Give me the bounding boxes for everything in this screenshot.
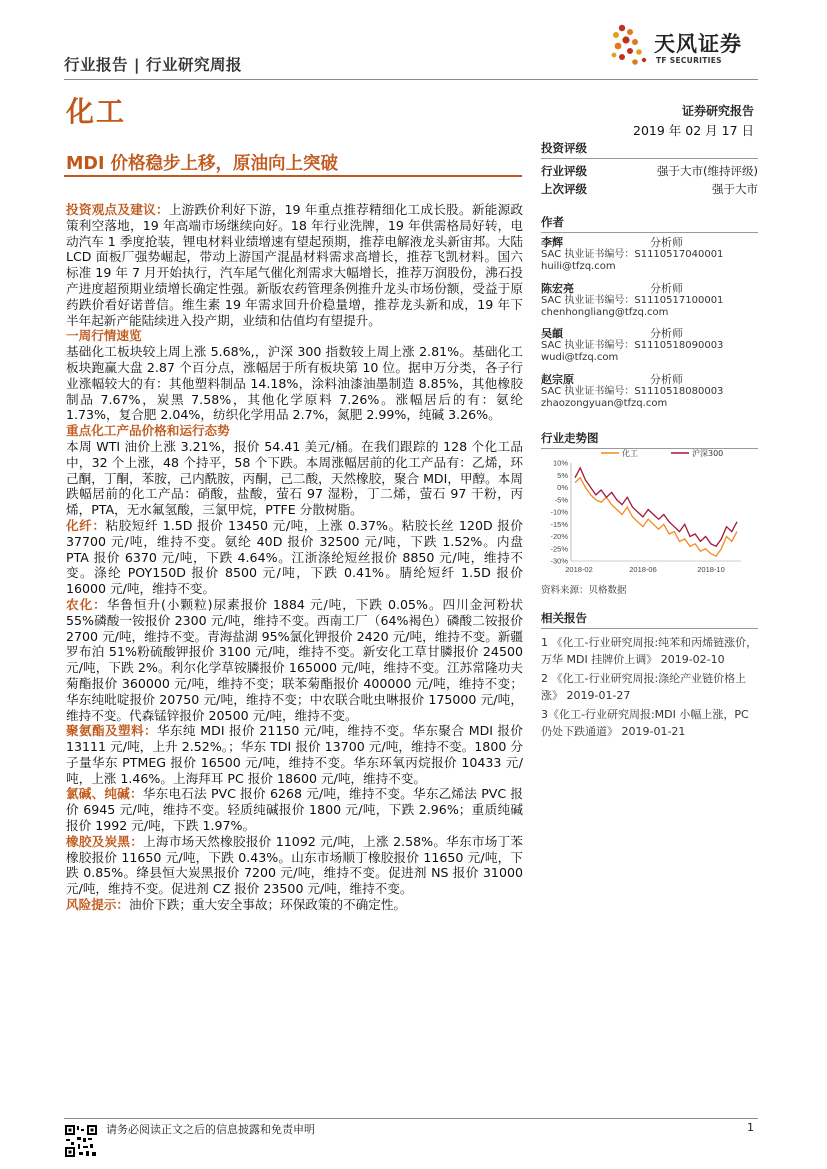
analyst-email[interactable]: chenhongliang@tfzq.com: [541, 307, 669, 318]
analyst-role: 分析师: [650, 236, 683, 249]
y-tick-label: -20%: [550, 532, 568, 541]
fiber-text: 粘胶短纤 1.5D 报价 13450 元/吨，上涨 0.37%。粘胶长丝 120D 报价 37700 元/吨，维持不变。氨纶 40D 报价 32500 元/吨，下跌 1.52%。内盘 PTA 报价 6370 元/吨，下跌 4.64%。江浙涤纶短丝报价 8850 元/吨，维持不变。涤纶 POY150D 报价 8500 元/吨，下跌 0.41%。腈纶短纤 1.5D 报价 16000 元/吨，维持不变。: [66, 517, 524, 597]
analyst-card: [541, 374, 758, 410]
chlor-paragraph: [66, 786, 523, 833]
analyst-cert: SAC 执业证书编号：S1110517100001: [541, 295, 724, 306]
agro-paragraph: [66, 597, 523, 723]
analyst-email[interactable]: huili@tfzq.com: [541, 261, 616, 272]
main-content: [66, 202, 523, 913]
agro-text: 华鲁恒升(小颗粒)尿素报价 1884 元/吨，下跌 0.05%。四川金河粉状 55%磷酸一铵报价 2300 元/吨，维持不变。西南工厂（64%褐色）磷酸二铵报价 2700 元/吨，维持不变。青海盐湖 95%氯化钾报价 2420 元/吨，维持不变。新疆罗布泊 51%粉硫酸钾报价 3100 元/吨，维持不变。新安化工草甘膦报价 24500 元/吨，下跌 2%。利尔化学草铵膦报价 165000 元/吨，维持不变。江苏常隆功夫菊酯报价 360000 元/吨，维持不变；联苯菊酯报价 400000 元/吨，维持不变；华东纯吡啶报价 20750 元/吨，维持不变；中农联合吡虫啉报价 175000 元/吨，维持不变。代森锰锌报价 20500 元/吨，维持不变。: [66, 596, 524, 723]
product-price-text: 本周 WTI 油价上涨 3.21%，报价 54.41 美元/桶。在我们跟踪的 128 个化工品中，32 个上涨，48 个持平，58 个下跌。本周涨幅居前的化工产品有：乙烯，环己酮，丁酮，苯胺，己内酰胺，丙酮，己二酸，天然橡胶，聚合 MDI，甲醇。本周跌幅居前的化工产品：硝酸，盐酸，萤石 97 湿粉，丁二烯，萤石 97 干粉，丙烯，PTA，无水氟氢酸，三氯甲烷，PTFE 分散树脂。: [66, 438, 523, 518]
related-item[interactable]: 3《化工-行业研究周报:MDI 小幅上涨，PC 仍处下跌通道》 2019-01-21: [541, 708, 749, 738]
agro-heading: 农化：: [66, 596, 107, 612]
pu-paragraph: [66, 723, 523, 786]
pu-text: 华东纯 MDI 报价 21150 元/吨，维持不变。华东聚合 MDI 报价 13111 元/吨，上升 2.52%。；华东 TDI 报价 13700 元/吨，维持不变。1800 分子量华东 PTMEG 报价 16500 元/吨，维持不变。华东环氧丙烷报价 10433 元/吨，上涨 1.46%。上海拜耳 PC 报价 18600 元/吨，维持不变。: [66, 723, 523, 786]
rating-value: 强于大市(维持评级): [657, 164, 758, 178]
rating-heading: 投资评级: [541, 140, 758, 159]
rubber-heading: 橡胶及炭黑：: [66, 833, 144, 849]
chart-heading: 行业走势图: [541, 430, 758, 449]
x-tick-label: 2018-06: [629, 565, 657, 574]
analyst-cert: SAC 执业证书编号：S1110517040001: [541, 249, 724, 260]
authors-heading: 作者: [541, 214, 758, 233]
fiber-paragraph: [66, 518, 523, 597]
analyst-card: [541, 328, 758, 364]
report-title: MDI 价格稳步上移，原油向上突破: [66, 154, 339, 174]
rating-value: 强于大市: [712, 182, 758, 196]
investment-heading: 投资观点及建议：: [66, 202, 169, 217]
analyst-cert: SAC 执业证书编号：S1110518090003: [541, 340, 724, 351]
industry-name: 化工: [66, 95, 127, 128]
investment-paragraph: [66, 202, 523, 328]
analyst-role: 分析师: [650, 282, 683, 295]
related-item[interactable]: 2 《化工-行业研究周报:涤纶产业链价格上涨》 2019-01-27: [541, 672, 747, 702]
title-underline: [64, 175, 522, 177]
series-line-hs300: [575, 468, 737, 546]
x-tick-label: 2018-02: [565, 565, 593, 574]
related-reports: [541, 610, 758, 743]
logo-text: 天风证券: [654, 32, 742, 56]
y-tick-label: -30%: [550, 556, 568, 566]
fiber-heading: 化纤：: [66, 517, 106, 533]
report-date: 2019 年 02 月 17 日: [633, 123, 754, 138]
y-tick-label: 5%: [557, 470, 568, 480]
pu-heading: 聚氨酯及塑料：: [66, 723, 157, 739]
footer-disclaimer[interactable]: 请务必阅读正文之后的信息披露和免责申明: [106, 1123, 315, 1136]
report-type: 证券研究报告: [681, 104, 754, 118]
analyst-name: 吴頔: [541, 327, 563, 340]
risk-text: 油价下跌；重大安全事故；环保政策的不确定性。: [128, 897, 407, 913]
rating-label: 行业评级: [541, 164, 587, 178]
qr-code-icon: [64, 1124, 98, 1158]
analyst-email[interactable]: wudi@tfzq.com: [541, 352, 619, 363]
risk-heading: 风险提示：: [66, 897, 129, 913]
chlor-text: 华东电石法 PVC 报价 6268 元/吨，维持不变。华东乙烯法 PVC 报价 6945 元/吨，维持不变。轻质纯碱报价 1800 元/吨，下跌 2.96%；重质纯碱报价 1992 元/吨，下跌 1.97%。: [66, 786, 524, 834]
x-tick-label: 2018-10: [697, 565, 725, 574]
legend-label: 沪深300: [692, 449, 724, 458]
analyst-card: [541, 283, 758, 319]
analyst-name: 李辉: [541, 236, 563, 249]
y-tick-label: -25%: [550, 544, 568, 554]
logo-dots: [612, 25, 647, 65]
trend-chart-svg: [541, 443, 758, 578]
rating-label: 上次评级: [541, 182, 587, 196]
footer-divider: [64, 1118, 758, 1119]
analyst-role: 分析师: [650, 327, 683, 340]
investment-text: 上游跌价利好下游，19 年重点推荐精细化工成长股。新能源政策利空落地，19 年高端市场继续向好。18 年行业洗牌，19 年供需格局好转，电动汽车 1 季度抢装，锂电材料业绩增速有望起预期，推荐电解液龙头新宙邦。大陆 LCD 面板厂强势崛起，带动上游国产混晶材料需求高增长，推荐飞凯材料。国六标准 19 年 7 月开始执行，汽车尾气催化剂需求大幅增长，推荐万润股份，沸石投产进度超预期业绩增长确定性强。新版农药管理条例推升龙头市场份额，受益于原药跌价看好诺普信。维生素 19 年需求回升价稳量增，推荐龙头新和成，19 年下半年起新产能陆续进入投产期，业绩和估值均有望提升。: [66, 202, 524, 328]
y-tick-label: -15%: [550, 519, 568, 529]
report-category: 行业报告 | 行业研究周报: [64, 56, 242, 74]
analyst-card: [541, 237, 758, 273]
rubber-text: 上海市场天然橡胶报价 11092 元/吨，上涨 2.58%。华东市场丁苯橡胶报价 11650 元/吨，下跌 0.43%。山东市场顺丁橡胶报价 11650 元/吨，下跌 0.85%。绛县恒大炭黑报价 7200 元/吨，维持不变。促进剂 NS 报价 31000 元/吨，维持不变。促进剂 CZ 报价 23500 元/吨，维持不变。: [66, 833, 524, 897]
y-tick-label: 10%: [552, 458, 568, 468]
authors-heading-box: [541, 214, 758, 233]
analyst-role: 分析师: [650, 373, 683, 386]
rating-box: [541, 140, 758, 198]
chlor-heading: 氯碱、纯碱：: [66, 786, 143, 802]
analyst-name: 赵宗原: [541, 373, 574, 386]
legend-label: 化工: [622, 449, 638, 458]
related-list: [541, 635, 758, 740]
y-tick-label: -5%: [554, 495, 568, 505]
y-tick-label: 0%: [557, 483, 568, 492]
rating-row-current: [541, 162, 758, 180]
analyst-email[interactable]: zhaozongyuan@tfzq.com: [541, 398, 668, 409]
rating-row-previous: [541, 180, 758, 198]
industry-trend-chart: [541, 443, 758, 582]
analyst-cert: SAC 执业证书编号：S1110518080003: [541, 386, 724, 397]
header-divider: [64, 79, 758, 80]
analyst-name: 陈宏亮: [541, 282, 574, 295]
page-number: 1: [747, 1121, 754, 1134]
product-price-heading: 重点化工产品价格和运行态势: [66, 423, 230, 439]
rubber-paragraph: [66, 834, 523, 897]
logo-subtext: TF SECURITIES: [656, 56, 722, 65]
weekly-market-heading: 一周行情速览: [66, 328, 142, 344]
related-item[interactable]: 1 《化工-行业研究周报:纯苯和丙烯链涨价，万华 MDI 挂牌价上调》 2019-02-10: [541, 636, 758, 666]
risk-paragraph: [66, 897, 523, 913]
weekly-market-text: 基础化工板块较上周上涨 5.68%,，沪深 300 指数较上周上涨 2.81%。基础化工板块跑赢大盘 2.87 个百分点，涨幅居于所有板块第 10 位。据申万分类，各子行业涨幅较大的有：其他塑料制品 14.18%，涂料油漆油墨制造 8.85%，其他橡胶制品 7.67%，炭黑 7.58%，其他化学原料 7.26%。涨幅居后的有：氨纶 1.73%，复合肥 2.04%，纺织化学用品 2.7%，氮肥 2.99%，纯碱 3.26%。: [66, 344, 523, 423]
chart-source: 资料来源：贝格数据: [541, 585, 627, 596]
related-heading: 相关报告: [541, 610, 758, 629]
y-tick-label: -10%: [550, 507, 568, 517]
